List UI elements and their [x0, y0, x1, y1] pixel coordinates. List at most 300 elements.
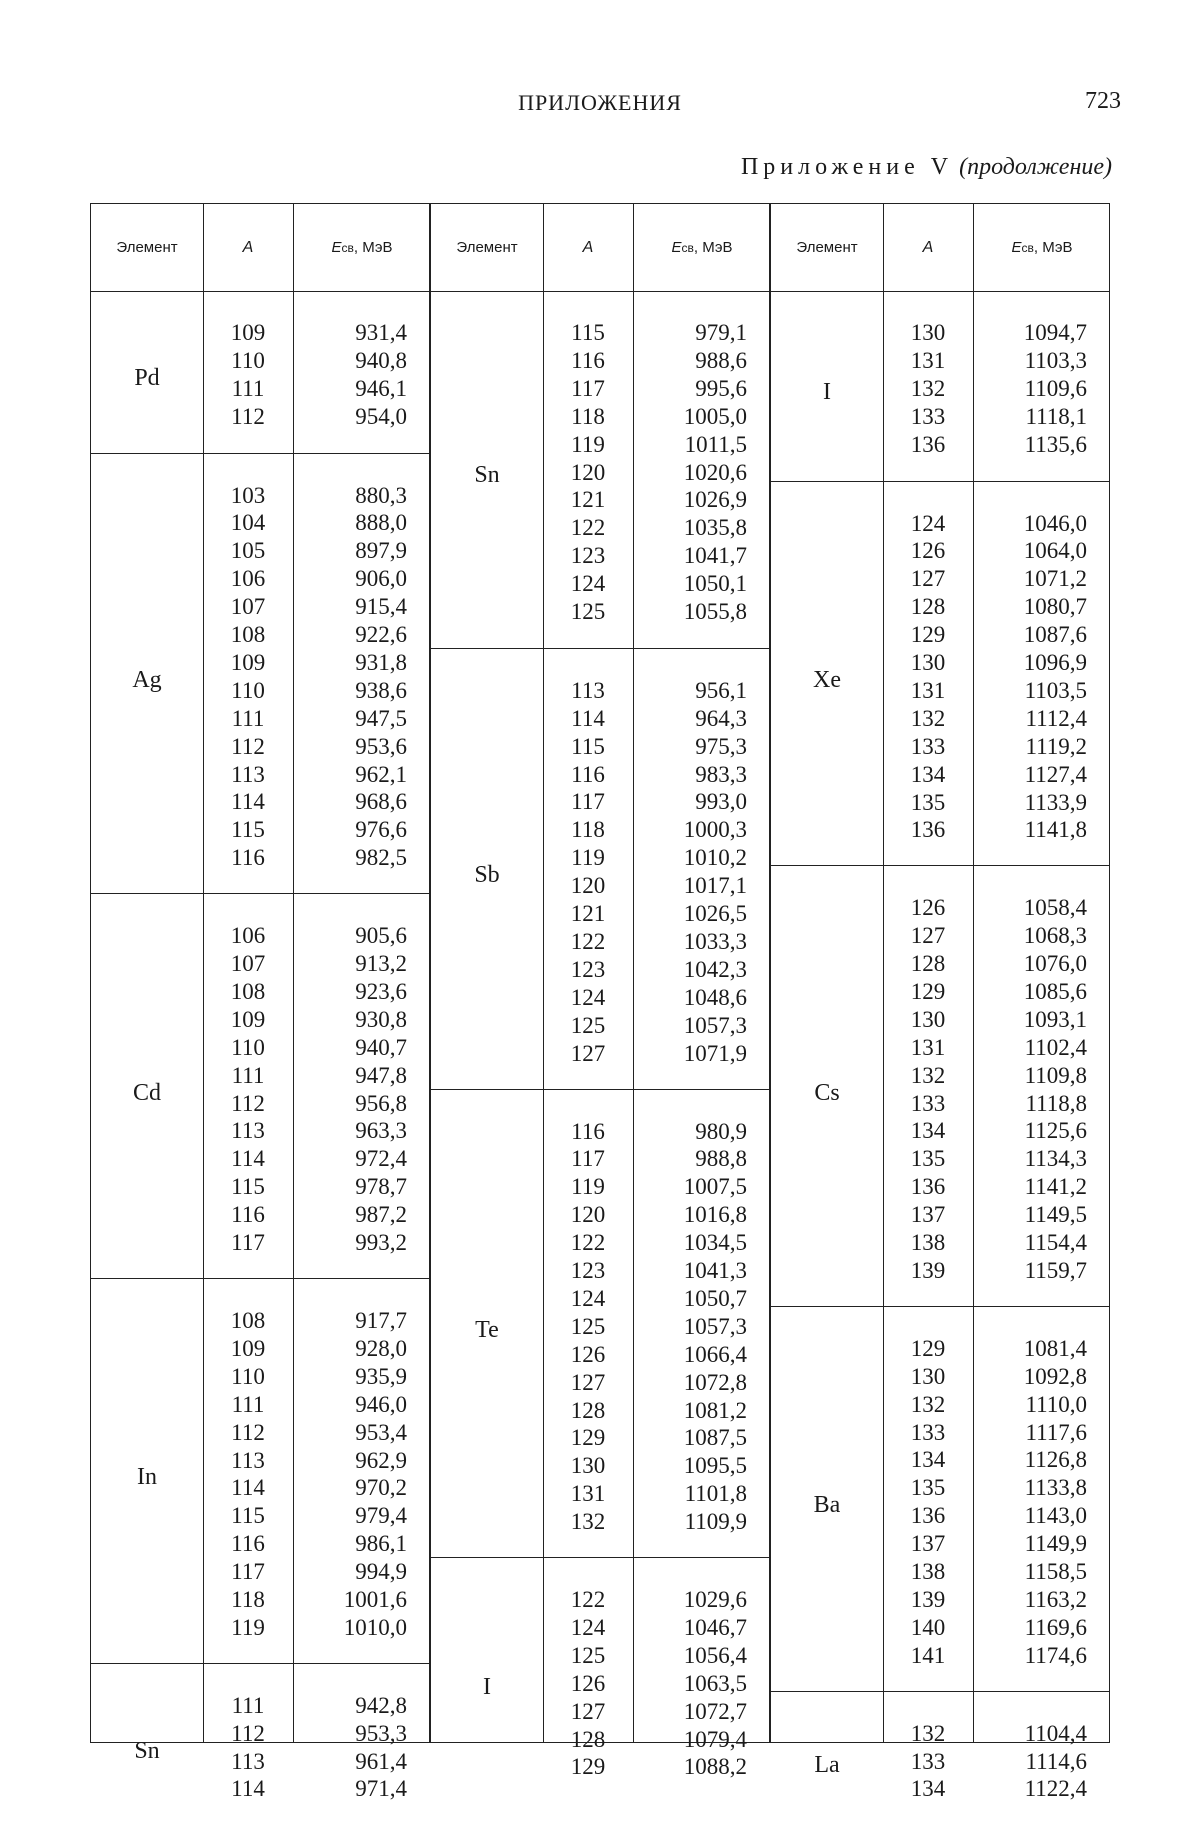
binding-energy: 1163,2 — [1024, 1586, 1087, 1612]
binding-energy: 1133,8 — [1024, 1475, 1087, 1501]
table-row — [431, 1508, 771, 1536]
mass-number: 103 — [230, 482, 266, 508]
mass-number: 116 — [571, 347, 605, 373]
mass-number: 133 — [910, 733, 946, 759]
binding-energy: 1118,1 — [1025, 403, 1087, 429]
mass-number: 110 — [231, 1363, 265, 1389]
mass-number: 140 — [910, 1614, 946, 1640]
energy-symbol: E — [671, 239, 682, 256]
mass-number: 108 — [230, 978, 266, 1004]
element-symbol: Cs — [814, 1079, 840, 1106]
binding-energy: 979,1 — [695, 320, 747, 345]
binding-energy: 1063,5 — [683, 1670, 747, 1696]
mass-number: 128 — [910, 951, 946, 977]
table-row — [771, 375, 1111, 403]
table-row — [91, 593, 431, 621]
mass-number: 130 — [910, 320, 946, 345]
binding-energy: 961,4 — [355, 1748, 407, 1774]
mass-number: 124 — [570, 984, 606, 1010]
binding-energy: 1174,6 — [1024, 1642, 1087, 1668]
table-row — [771, 978, 1111, 1006]
table-row — [431, 1257, 771, 1285]
binding-energy: 1134,3 — [1024, 1146, 1087, 1172]
mass-number: 132 — [910, 1062, 946, 1088]
binding-energy: 995,6 — [695, 375, 747, 401]
table-row — [771, 1229, 1111, 1257]
mass-number: 124 — [570, 1614, 606, 1640]
mass-number: 117 — [571, 789, 605, 815]
mass-number: 126 — [910, 538, 946, 564]
mass-number: 117 — [571, 375, 605, 401]
binding-energy: 1010,2 — [683, 845, 747, 871]
binding-energy: 1112,4 — [1025, 705, 1087, 731]
table-row — [91, 1530, 431, 1558]
column-header-element: Элемент — [116, 239, 178, 256]
binding-energy-table — [90, 203, 1110, 1802]
mass-number: 114 — [571, 705, 605, 731]
table-row — [431, 375, 771, 403]
binding-energy: 935,9 — [355, 1363, 407, 1389]
mass-number: 137 — [910, 1531, 946, 1557]
table-header — [771, 204, 1109, 292]
table-row — [91, 1614, 431, 1642]
table-row — [771, 1614, 1111, 1642]
binding-energy: 1080,7 — [1023, 594, 1087, 620]
mass-number: 135 — [910, 789, 946, 815]
mass-number: 119 — [571, 845, 605, 871]
table-row — [431, 570, 771, 598]
table-row — [91, 1419, 431, 1447]
table-row — [771, 593, 1111, 621]
table-row — [431, 1201, 771, 1229]
table-row — [91, 1006, 431, 1034]
element-symbol: I — [823, 378, 831, 405]
mass-number: 115 — [571, 320, 605, 345]
table-row — [91, 1558, 431, 1586]
mass-number: 127 — [570, 1369, 606, 1395]
mass-number: 127 — [910, 566, 946, 592]
binding-energy: 979,4 — [355, 1503, 407, 1529]
binding-energy: 906,0 — [355, 566, 407, 592]
table-row — [771, 1446, 1111, 1474]
table-row — [91, 677, 431, 705]
table-row — [771, 510, 1111, 538]
table-header — [91, 204, 429, 292]
table-row — [431, 1698, 771, 1726]
mass-number: 111 — [231, 705, 265, 731]
mass-number: 134 — [910, 1447, 946, 1473]
mass-number: 130 — [910, 1363, 946, 1389]
table-row — [431, 872, 771, 900]
element-symbol: In — [137, 1464, 157, 1491]
page-number: 723 — [1085, 88, 1121, 114]
table-row — [431, 1452, 771, 1480]
mass-number: 118 — [231, 1587, 265, 1612]
mass-number: 130 — [910, 1006, 946, 1032]
element-symbol: Pd — [134, 364, 160, 391]
table-row — [431, 459, 771, 487]
mass-number: 125 — [570, 1313, 606, 1339]
mass-number: 110 — [231, 677, 265, 703]
table-row — [91, 1307, 431, 1335]
column-header-element: Элемент — [796, 239, 858, 256]
mass-number: 128 — [910, 594, 946, 620]
table-row — [91, 733, 431, 761]
binding-energy: 1066,4 — [683, 1341, 747, 1367]
binding-energy: 962,1 — [355, 761, 407, 787]
table-row — [91, 788, 431, 816]
energy-symbol: E — [1011, 239, 1022, 256]
mass-number: 136 — [910, 1174, 946, 1200]
table-row — [771, 403, 1111, 431]
element-symbol: I — [483, 1673, 491, 1700]
mass-number: 126 — [570, 1341, 606, 1367]
element-symbol: Sn — [474, 462, 500, 489]
binding-energy: 942,8 — [355, 1692, 407, 1718]
table-row — [771, 1391, 1111, 1419]
binding-energy: 954,0 — [355, 403, 407, 429]
mass-number: 131 — [910, 347, 946, 373]
mass-number: 119 — [231, 1614, 265, 1640]
energy-unit: , МэВ — [1033, 239, 1073, 256]
table-row — [771, 1530, 1111, 1558]
binding-energy: 1127,4 — [1024, 761, 1087, 787]
mass-number: 122 — [570, 1587, 606, 1612]
binding-energy: 930,8 — [355, 1006, 407, 1032]
table-row — [771, 1363, 1111, 1391]
mass-number: 132 — [910, 1391, 946, 1417]
table-row — [431, 1480, 771, 1508]
binding-energy: 1026,5 — [683, 901, 747, 927]
table-row — [91, 1229, 431, 1257]
table-row — [431, 1424, 771, 1452]
mass-number: 120 — [570, 1202, 606, 1228]
mass-number: 128 — [570, 1726, 606, 1752]
mass-number: 138 — [910, 1230, 946, 1256]
binding-energy: 1035,8 — [683, 515, 747, 541]
binding-energy: 915,4 — [355, 594, 407, 620]
binding-energy: 1056,4 — [683, 1642, 747, 1668]
column-header-energy — [973, 204, 1111, 291]
binding-energy: 917,7 — [355, 1308, 407, 1333]
column-header-a: A — [242, 238, 254, 256]
binding-energy: 1087,5 — [683, 1425, 747, 1451]
table-row — [771, 1201, 1111, 1229]
table-row — [431, 514, 771, 542]
binding-energy: 1088,2 — [683, 1754, 747, 1780]
table-header — [431, 204, 769, 292]
binding-energy: 1122,4 — [1024, 1776, 1087, 1802]
table-row — [431, 1145, 771, 1173]
binding-energy: 987,2 — [355, 1202, 407, 1228]
mass-number: 137 — [910, 1202, 946, 1228]
table-row — [431, 1040, 771, 1068]
binding-energy: 1071,9 — [683, 1040, 747, 1066]
mass-number: 133 — [910, 1419, 946, 1445]
mass-number: 129 — [570, 1425, 606, 1451]
binding-energy: 1159,7 — [1024, 1257, 1087, 1283]
energy-subscript: св — [681, 240, 694, 255]
binding-energy: 1117,6 — [1025, 1419, 1087, 1445]
binding-energy: 1000,3 — [683, 817, 747, 843]
element-group — [91, 291, 429, 453]
binding-energy: 1011,5 — [684, 431, 747, 457]
table-row — [771, 1748, 1111, 1776]
binding-energy: 888,0 — [355, 510, 407, 536]
binding-energy: 1050,7 — [683, 1285, 747, 1311]
table-section — [770, 203, 1110, 1802]
mass-number: 118 — [571, 817, 605, 843]
mass-number: 129 — [910, 622, 946, 648]
mass-number: 110 — [231, 1034, 265, 1060]
binding-energy: 1087,6 — [1023, 622, 1087, 648]
binding-energy: 1081,4 — [1023, 1335, 1087, 1361]
binding-energy: 947,8 — [355, 1062, 407, 1088]
binding-energy: 1158,5 — [1024, 1559, 1087, 1585]
table-row — [431, 900, 771, 928]
table-row — [91, 1447, 431, 1475]
table-row — [91, 1201, 431, 1229]
binding-energy: 1050,1 — [683, 571, 747, 597]
binding-energy: 897,9 — [355, 538, 407, 564]
table-row — [91, 403, 431, 431]
mass-number: 111 — [231, 1391, 265, 1417]
binding-energy: 988,6 — [695, 347, 747, 373]
element-group — [431, 1557, 769, 1803]
appendix-label — [741, 154, 1112, 181]
table-row — [91, 482, 431, 510]
binding-energy: 1064,0 — [1023, 538, 1087, 564]
table-row — [771, 649, 1111, 677]
element-symbol: Ba — [813, 1492, 841, 1519]
binding-energy: 1110,0 — [1025, 1391, 1087, 1417]
binding-energy: 1093,1 — [1023, 1006, 1087, 1032]
mass-number: 128 — [570, 1397, 606, 1423]
binding-energy: 993,0 — [695, 789, 747, 815]
mass-number: 125 — [570, 1012, 606, 1038]
mass-number: 119 — [571, 1174, 605, 1200]
element-group — [91, 893, 429, 1279]
table-row — [91, 347, 431, 375]
table-row — [771, 1117, 1111, 1145]
binding-energy: 975,3 — [695, 733, 747, 759]
table-row — [771, 1090, 1111, 1118]
binding-energy: 922,6 — [355, 622, 407, 648]
binding-energy: 1072,8 — [683, 1369, 747, 1395]
binding-energy: 946,1 — [355, 375, 407, 401]
table-row — [771, 894, 1111, 922]
mass-number: 113 — [571, 677, 605, 703]
mass-number: 117 — [571, 1146, 605, 1172]
table-row — [431, 705, 771, 733]
table-row — [771, 922, 1111, 950]
binding-energy: 947,5 — [355, 705, 407, 731]
table-row — [771, 1775, 1111, 1803]
table-row — [431, 542, 771, 570]
table-row — [771, 1173, 1111, 1201]
mass-number: 110 — [231, 347, 265, 373]
mass-number: 104 — [230, 510, 266, 536]
mass-number: 131 — [570, 1481, 606, 1507]
element-group — [91, 1663, 429, 1825]
binding-energy: 1141,2 — [1024, 1174, 1087, 1200]
mass-number: 121 — [570, 901, 606, 927]
table-row — [431, 1753, 771, 1781]
element-group — [771, 291, 1109, 481]
binding-energy: 1026,9 — [683, 487, 747, 513]
table-row — [771, 1034, 1111, 1062]
binding-energy: 1149,9 — [1024, 1531, 1087, 1557]
mass-number: 113 — [231, 761, 265, 787]
binding-energy: 956,8 — [355, 1090, 407, 1116]
element-group — [91, 453, 429, 895]
binding-energy: 1046,7 — [683, 1614, 747, 1640]
table-row — [771, 677, 1111, 705]
mass-number: 141 — [910, 1642, 946, 1668]
element-group — [771, 865, 1109, 1307]
mass-number: 138 — [910, 1559, 946, 1585]
binding-energy: 962,9 — [355, 1447, 407, 1473]
mass-number: 107 — [230, 594, 266, 620]
table-row — [431, 1285, 771, 1313]
table-row — [771, 1419, 1111, 1447]
binding-energy: 1058,4 — [1023, 895, 1087, 921]
table-row — [431, 1586, 771, 1614]
table-row — [771, 1586, 1111, 1614]
mass-number: 130 — [910, 650, 946, 675]
binding-energy: 1034,5 — [683, 1230, 747, 1256]
binding-energy: 1081,2 — [683, 1397, 747, 1423]
table-row — [91, 1391, 431, 1419]
table-row — [431, 319, 771, 347]
mass-number: 106 — [230, 923, 266, 949]
binding-energy: 1143,0 — [1024, 1503, 1087, 1529]
binding-energy: 1041,3 — [683, 1258, 747, 1283]
mass-number: 117 — [231, 1230, 265, 1256]
binding-energy: 913,2 — [355, 951, 407, 977]
table-row — [771, 950, 1111, 978]
mass-number: 116 — [571, 1118, 605, 1144]
binding-energy: 940,7 — [355, 1034, 407, 1060]
element-symbol: Te — [475, 1316, 499, 1343]
table-row — [431, 1173, 771, 1201]
table-row — [91, 1335, 431, 1363]
binding-energy: 1102,4 — [1024, 1034, 1087, 1060]
table-row — [771, 1006, 1111, 1034]
table-row — [431, 1397, 771, 1425]
mass-number: 113 — [231, 1748, 265, 1774]
table-row — [91, 565, 431, 593]
table-row — [91, 978, 431, 1006]
binding-energy: 1119,2 — [1025, 733, 1087, 759]
mass-number: 115 — [231, 817, 265, 843]
element-group — [431, 291, 769, 648]
binding-energy: 880,3 — [355, 482, 407, 508]
binding-energy: 1169,6 — [1024, 1614, 1087, 1640]
mass-number: 136 — [910, 1503, 946, 1529]
element-group — [771, 1691, 1109, 1825]
table-row — [91, 816, 431, 844]
table-row — [771, 733, 1111, 761]
binding-energy: 1055,8 — [683, 599, 747, 624]
mass-number: 120 — [570, 873, 606, 899]
mass-number: 134 — [910, 761, 946, 787]
binding-energy: 1114,6 — [1025, 1748, 1087, 1774]
binding-energy: 1103,3 — [1024, 347, 1087, 373]
binding-energy: 1101,8 — [684, 1481, 747, 1507]
table-row — [91, 1034, 431, 1062]
binding-energy: 1029,6 — [683, 1587, 747, 1612]
energy-unit: , МэВ — [353, 239, 393, 256]
binding-energy: 968,6 — [355, 789, 407, 815]
binding-energy: 905,6 — [355, 923, 407, 949]
table-row — [91, 509, 431, 537]
table-row — [771, 1642, 1111, 1670]
mass-number: 106 — [230, 566, 266, 592]
table-row — [771, 431, 1111, 459]
table-section — [90, 203, 430, 1802]
mass-number: 127 — [570, 1698, 606, 1724]
table-row — [431, 733, 771, 761]
table-row — [431, 1118, 771, 1146]
table-row — [91, 621, 431, 649]
binding-energy: 1149,5 — [1024, 1202, 1087, 1228]
mass-number: 123 — [570, 956, 606, 982]
mass-number: 114 — [231, 1475, 265, 1501]
mass-number: 122 — [570, 1230, 606, 1256]
element-group — [431, 1089, 769, 1559]
appendix-name: Приложение V — [740, 154, 954, 180]
column-header-a: A — [582, 238, 594, 256]
mass-number: 113 — [231, 1118, 265, 1144]
mass-number: 107 — [230, 951, 266, 977]
binding-energy: 986,1 — [355, 1531, 407, 1557]
table-row — [431, 788, 771, 816]
binding-energy: 1104,4 — [1024, 1720, 1087, 1746]
column-header-a: A — [922, 238, 934, 256]
binding-energy: 1118,8 — [1025, 1090, 1087, 1116]
table-row — [771, 537, 1111, 565]
table-row — [91, 1062, 431, 1090]
mass-number: 133 — [910, 1748, 946, 1774]
mass-number: 112 — [231, 1090, 265, 1116]
energy-symbol: E — [331, 239, 342, 256]
table-section — [430, 203, 770, 1780]
binding-energy: 938,6 — [355, 677, 407, 703]
mass-number: 112 — [231, 1419, 265, 1445]
mass-number: 126 — [570, 1670, 606, 1696]
table-row — [771, 816, 1111, 844]
table-row — [771, 761, 1111, 789]
mass-number: 111 — [231, 1062, 265, 1088]
binding-energy: 980,9 — [695, 1118, 747, 1144]
table-row — [91, 1117, 431, 1145]
table-row — [431, 431, 771, 459]
mass-number: 131 — [910, 677, 946, 703]
binding-energy: 953,4 — [355, 1419, 407, 1445]
mass-number: 139 — [910, 1586, 946, 1612]
table-row — [91, 950, 431, 978]
binding-energy: 982,5 — [355, 845, 407, 871]
element-group — [771, 481, 1109, 867]
table-row — [771, 1257, 1111, 1285]
mass-number: 112 — [231, 733, 265, 759]
table-row — [431, 816, 771, 844]
mass-number: 135 — [910, 1146, 946, 1172]
binding-energy: 1005,0 — [683, 403, 747, 429]
mass-number: 136 — [910, 431, 946, 457]
table-row — [431, 928, 771, 956]
